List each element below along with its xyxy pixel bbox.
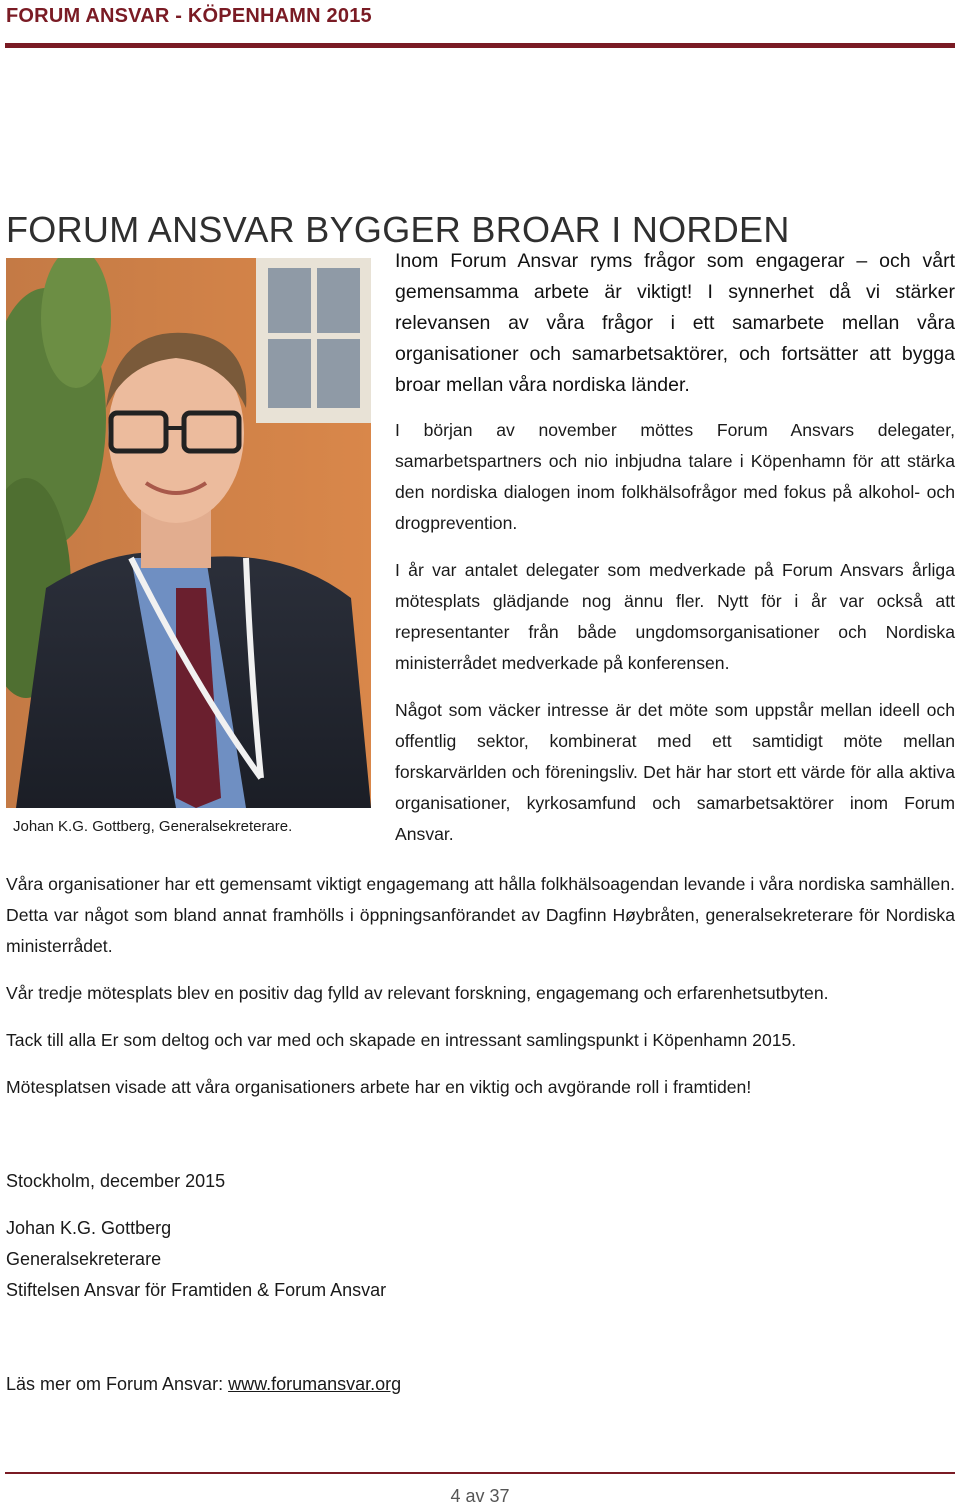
place-date: Stockholm, december 2015 [6, 1171, 226, 1191]
signer-name: Johan K.G. Gottberg [6, 1218, 172, 1238]
full-width-text [6, 869, 955, 1119]
header-divider [5, 43, 955, 48]
read-more-prefix: Läs mer om Forum Ansvar: [6, 1374, 229, 1394]
body-paragraph: Något som väcker intresse är det möte som uppstår mellan ideell och offentlig sektor, kombinerat med ett samtidigt möte mellan forskarvärlden och föreningsliv. Det här har stort ett värde för alla aktiva organisationer, kyrkosamfund och samarbetsaktörer inom Forum Ansvar. [395, 700, 955, 844]
signature-block [6, 1166, 955, 1306]
right-column-text [395, 246, 955, 866]
article-title: FORUM ANSVAR BYGGER BROAR I NORDEN [6, 209, 790, 251]
body-paragraph: I början av november möttes Forum Ansvars delegater, samarbetspartners och nio inbjudna talare i Köpenhamn för att stärka den nordiska dialogen inom folkhälsofrågor med fokus på alkohol- och drogprevention. [395, 420, 955, 533]
page-header: FORUM ANSVAR - KÖPENHAMN 2015 [6, 5, 372, 27]
body-paragraph: Mötesplatsen visade att våra organisationers arbete har en viktig och avgörande roll i framtiden! [6, 1077, 752, 1097]
body-paragraph: Vår tredje mötesplats blev en positiv dag fylld av relevant forskning, engagemang och erfarenhetsutbyten. [6, 983, 829, 1003]
website-link[interactable]: www.forumansvar.org [228, 1374, 402, 1394]
body-paragraph: I år var antalet delegater som medverkade på Forum Ansvars årliga mötesplats glädjande nog ännu fler. Nytt för i år var också att representanter från både ungdomsorganisationer och Nordiska ministerrådet medverkade på konferensen. [395, 560, 955, 673]
signer-organization: Stiftelsen Ansvar för Framtiden & Forum Ansvar [6, 1280, 387, 1300]
read-more-line [6, 1369, 955, 1400]
footer-divider [5, 1472, 955, 1474]
portrait-photo [6, 258, 371, 808]
photo-caption: Johan K.G. Gottberg, Generalsekreterare. [13, 818, 293, 835]
body-paragraph: Tack till alla Er som deltog och var med och skapade en intressant samlingspunkt i Köpenhamn 2015. [6, 1030, 797, 1050]
body-paragraph: Våra organisationer har ett gemensamt viktigt engagemang att hålla folkhälsoagendan levande i våra nordiska samhällen. Detta var något som bland annat framhölls i öppningsanförandet av Dagfinn Høybråten, generalsekreterare för Nordiska ministerrådet. [6, 874, 955, 956]
lead-paragraph: Inom Forum Ansvar ryms frågor som engagerar – och vårt gemensamma arbete är viktigt! I synnerhet då vi stärker relevansen av våra frågor i ett samarbete mellan våra organisationer och samarbetsaktörer, och fortsätter att bygga broar mellan våra nordiska länder. [395, 250, 955, 396]
page-number: 4 av 37 [450, 1486, 510, 1506]
signer-role: Generalsekreterare [6, 1249, 162, 1269]
